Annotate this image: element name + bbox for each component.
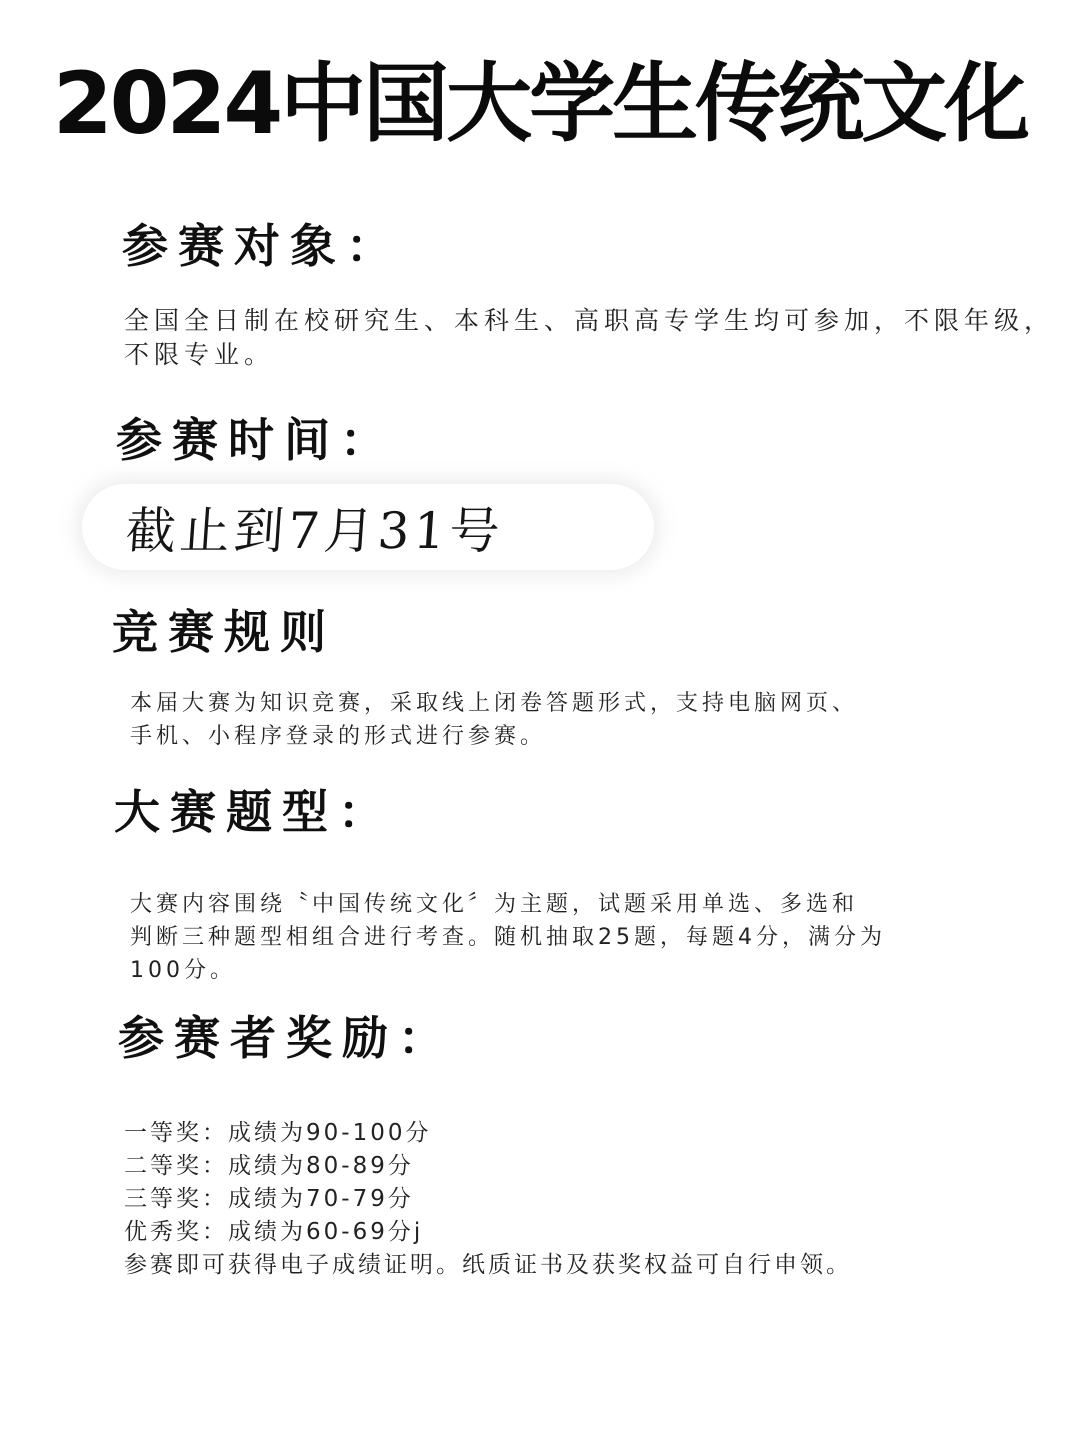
reward-third-prize: 三等奖：成绩为70-79分 [124, 1186, 414, 1212]
question-types-line-2: 判断三种题型相组合进行考查。随机抽取25题，每题4分，满分为 [130, 925, 886, 950]
reward-certificate-note: 参赛即可获得电子成绩证明。纸质证书及获奖权益可自行申领。 [124, 1252, 852, 1278]
rules-text [130, 687, 930, 753]
eligibility-text [124, 304, 1055, 372]
eligibility-line-1: 全国全日制在校研究生、本科生、高职高专学生均可参加，不限年级， [124, 306, 1055, 335]
deadline-text: 截止到7月31号 [123, 502, 506, 560]
heading-rules: 竞赛规则 [112, 605, 336, 659]
heading-rewards: 参赛者奖励： [118, 1011, 454, 1065]
reward-first-prize: 一等奖：成绩为90-100分 [124, 1120, 432, 1146]
rules-line-2: 手机、小程序登录的形式进行参赛。 [130, 724, 547, 749]
heading-time: 参赛时间： [116, 413, 396, 467]
reward-excellence-prize: 优秀奖：成绩为60-69分j [124, 1219, 424, 1245]
heading-question-types: 大赛题型： [114, 785, 394, 839]
question-types-line-3: 100分。 [130, 958, 236, 983]
page-title: 2024中国大学生传统文化 [52, 54, 1028, 154]
rules-line-1: 本届大赛为知识竞赛，采取线上闭卷答题形式，支持电脑网页、 [130, 691, 859, 716]
rewards-list [124, 1117, 852, 1282]
question-types-line-1: 大赛内容围绕〝中国传统文化〞为主题，试题采用单选、多选和 [130, 892, 859, 917]
question-types-text [130, 888, 930, 987]
reward-second-prize: 二等奖：成绩为80-89分 [124, 1153, 414, 1179]
eligibility-line-2: 不限专业。 [124, 340, 275, 369]
heading-eligibility: 参赛对象： [122, 219, 402, 273]
